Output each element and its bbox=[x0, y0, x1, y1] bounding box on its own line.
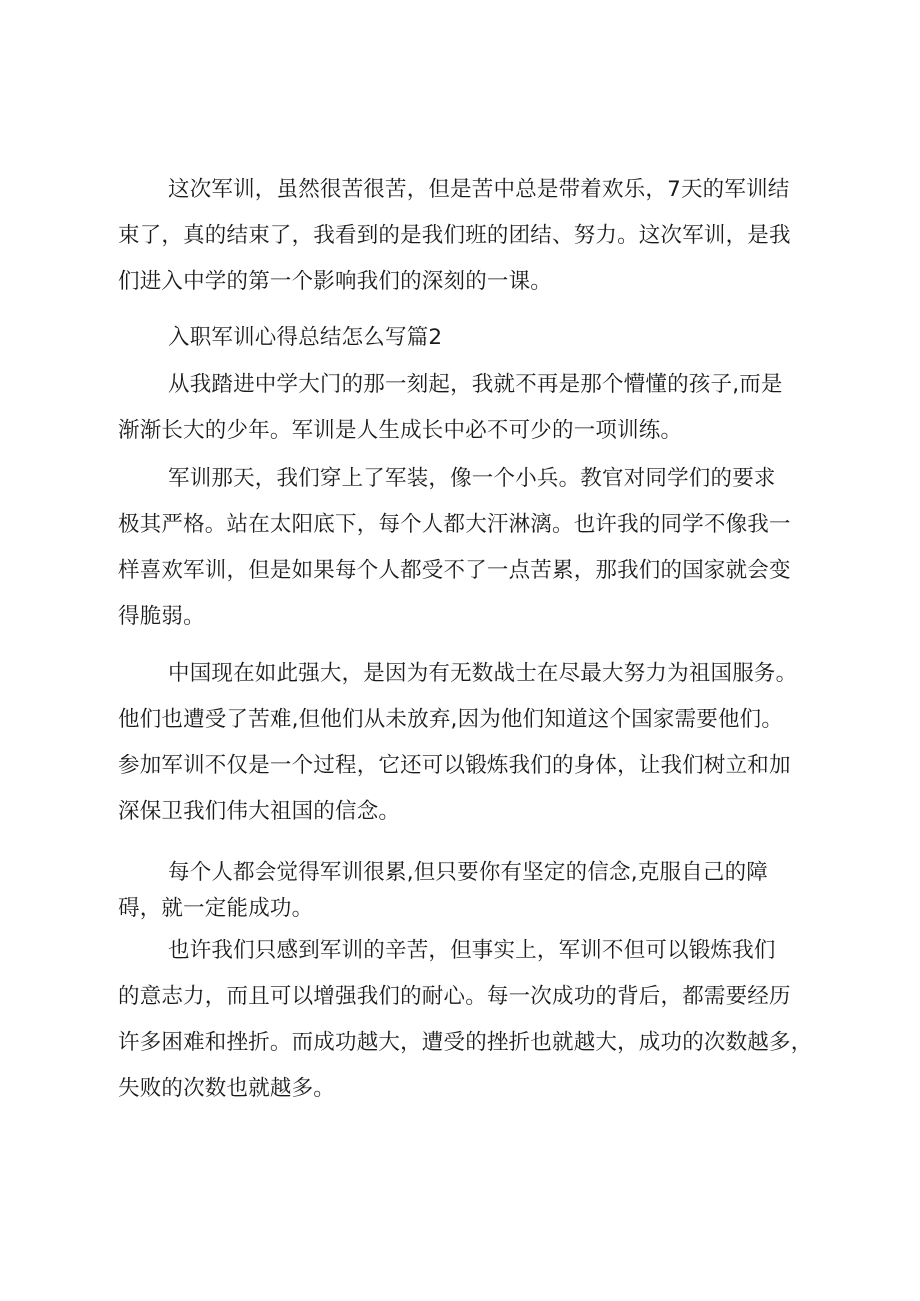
text-line: 渐渐长大的少年。军训是人生成长中必不可少的一项训练。 bbox=[118, 418, 683, 443]
text-line: 参加军训不仅是一个过程，它还可以锻炼我们的身体，让我们树立和加 bbox=[118, 753, 791, 778]
text-line: 束了，真的结束了，我看到的是我们班的团结、努力。这次军训，是我 bbox=[118, 223, 791, 248]
text-line: 失败的次数也就越多。 bbox=[118, 1076, 336, 1101]
text-line: 得脆弱。 bbox=[118, 604, 205, 629]
text-line: 也许我们只感到军训的辛苦，但事实上，军训不但可以锻炼我们 bbox=[168, 938, 776, 963]
paragraph-5 bbox=[118, 855, 838, 927]
paragraph-2 bbox=[118, 362, 838, 454]
text-line: 的意志力，而且可以增强我们的耐心。每一次成功的背后，都需要经历 bbox=[118, 984, 791, 1009]
text-line: 他们也遭受了苦难,但他们从未放弃,因为他们知道这个国家需要他们。 bbox=[118, 707, 784, 732]
text-line: 许多困难和挫折。而成功越大，遭受的挫折也就越大，成功的次数越多， bbox=[118, 1030, 813, 1055]
paragraph-1 bbox=[118, 167, 838, 305]
text-line: 中国现在如此强大，是因为有无数战士在尽最大努力为祖国服务。 bbox=[168, 661, 798, 686]
text-line: 碍，就一定能成功。 bbox=[118, 896, 314, 921]
text-line: 极其严格。站在太阳底下，每个人都大汗淋漓。也许我的同学不像我一 bbox=[118, 512, 791, 537]
heading-line: 入职军训心得总结怎么写篇2 bbox=[168, 325, 443, 350]
text-line: 每个人都会觉得军训很累,但只要你有坚定的信念,克服自己的障 bbox=[168, 860, 768, 885]
paragraph-3 bbox=[118, 456, 838, 640]
paragraph-6 bbox=[118, 928, 838, 1112]
text-line: 军训那天，我们穿上了军装，像一个小兵。教官对同学们的要求 bbox=[168, 466, 776, 491]
section-heading bbox=[118, 315, 838, 361]
text-line: 深保卫我们伟大祖国的信念。 bbox=[118, 799, 401, 824]
text-line: 从我踏进中学大门的那一刻起，我就不再是那个懵懂的孩子,而是 bbox=[168, 372, 783, 397]
paragraph-4 bbox=[118, 651, 838, 835]
text-line: 这次军训，虽然很苦很苦，但是苦中总是带着欢乐，7天的军训结 bbox=[168, 177, 790, 202]
text-line: 样喜欢军训，但是如果每个人都受不了一点苦累，那我们的国家就会变 bbox=[118, 558, 791, 583]
text-line: 们进入中学的第一个影响我们的深刻的一课。 bbox=[118, 269, 553, 294]
